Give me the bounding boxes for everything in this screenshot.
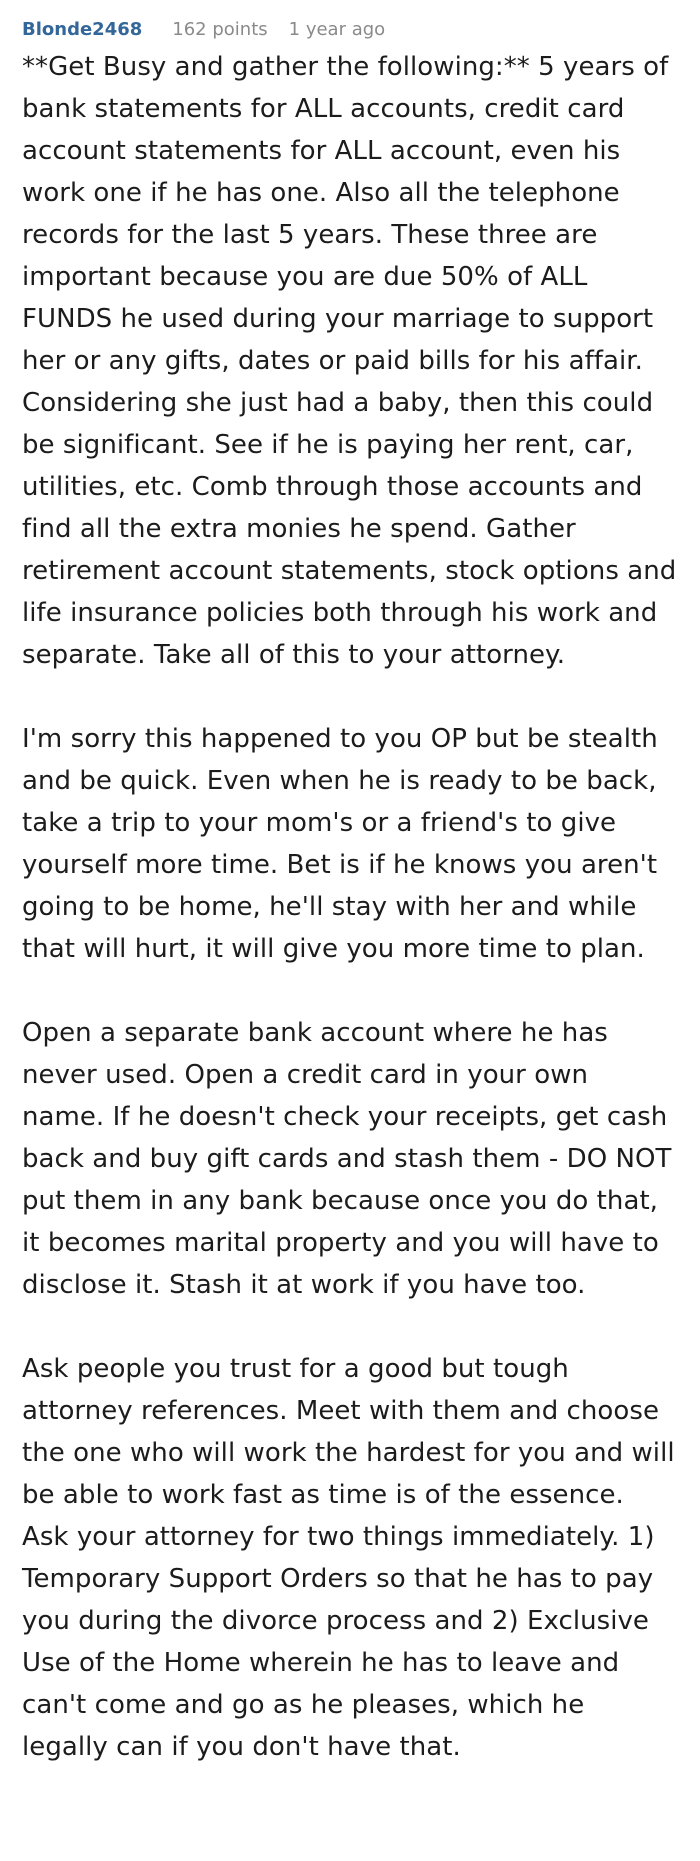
comment-paragraph: Ask people you trust for a good but tough attorney references. Meet with them and choose the one who will work the hardest for you and will be able to work fast as time is of the essence. Ask your attorney for two things immediately. 1) Temporary Support Orders so that he has to pay you during the divorce process and 2) Exclusive Use of the Home wherein he has to leave and can't come and go as he pleases, which he legally can if you don't have that. <box>22 1354 675 1762</box>
comment-meta <box>22 16 678 44</box>
timestamp: 1 year ago <box>288 19 386 40</box>
comment-body <box>22 46 678 1768</box>
comment-paragraph: I'm sorry this happened to you OP but be stealth and be quick. Even when he is ready to be back, take a trip to your mom's or a friend's to give yourself more time. Bet is if he knows you aren't going to be home, he'll stay with her and while that will hurt, it will give you more time to plan. <box>22 724 658 964</box>
author-link[interactable]: Blonde2468 <box>22 19 143 40</box>
comment-paragraph: **Get Busy and gather the following:** 5 years of bank statements for ALL accounts, credit card account statements for ALL account, even his work one if he has one. Also all the telephone records for the last 5 years. These three are important because you are due 50% of ALL FUNDS he used during your marriage to support her or any gifts, dates or paid bills for his affair. Considering she just had a baby, then this could be significant. See if he is paying her rent, car, utilities, etc. Comb through those accounts and find all the extra monies he spend. Gather retirement account statements, stock options and life insurance policies both through his work and separate. Take all of this to your attorney. <box>22 52 677 670</box>
comment-paragraph: Open a separate bank account where he has never used. Open a credit card in your own name. If he doesn't check your receipts, get cash back and buy gift cards and stash them - DO NOT put them in any bank because once you do that, it becomes marital property and you will have to disclose it. Stash it at work if you have too. <box>22 1018 672 1300</box>
points-count: 162 points <box>172 19 268 40</box>
